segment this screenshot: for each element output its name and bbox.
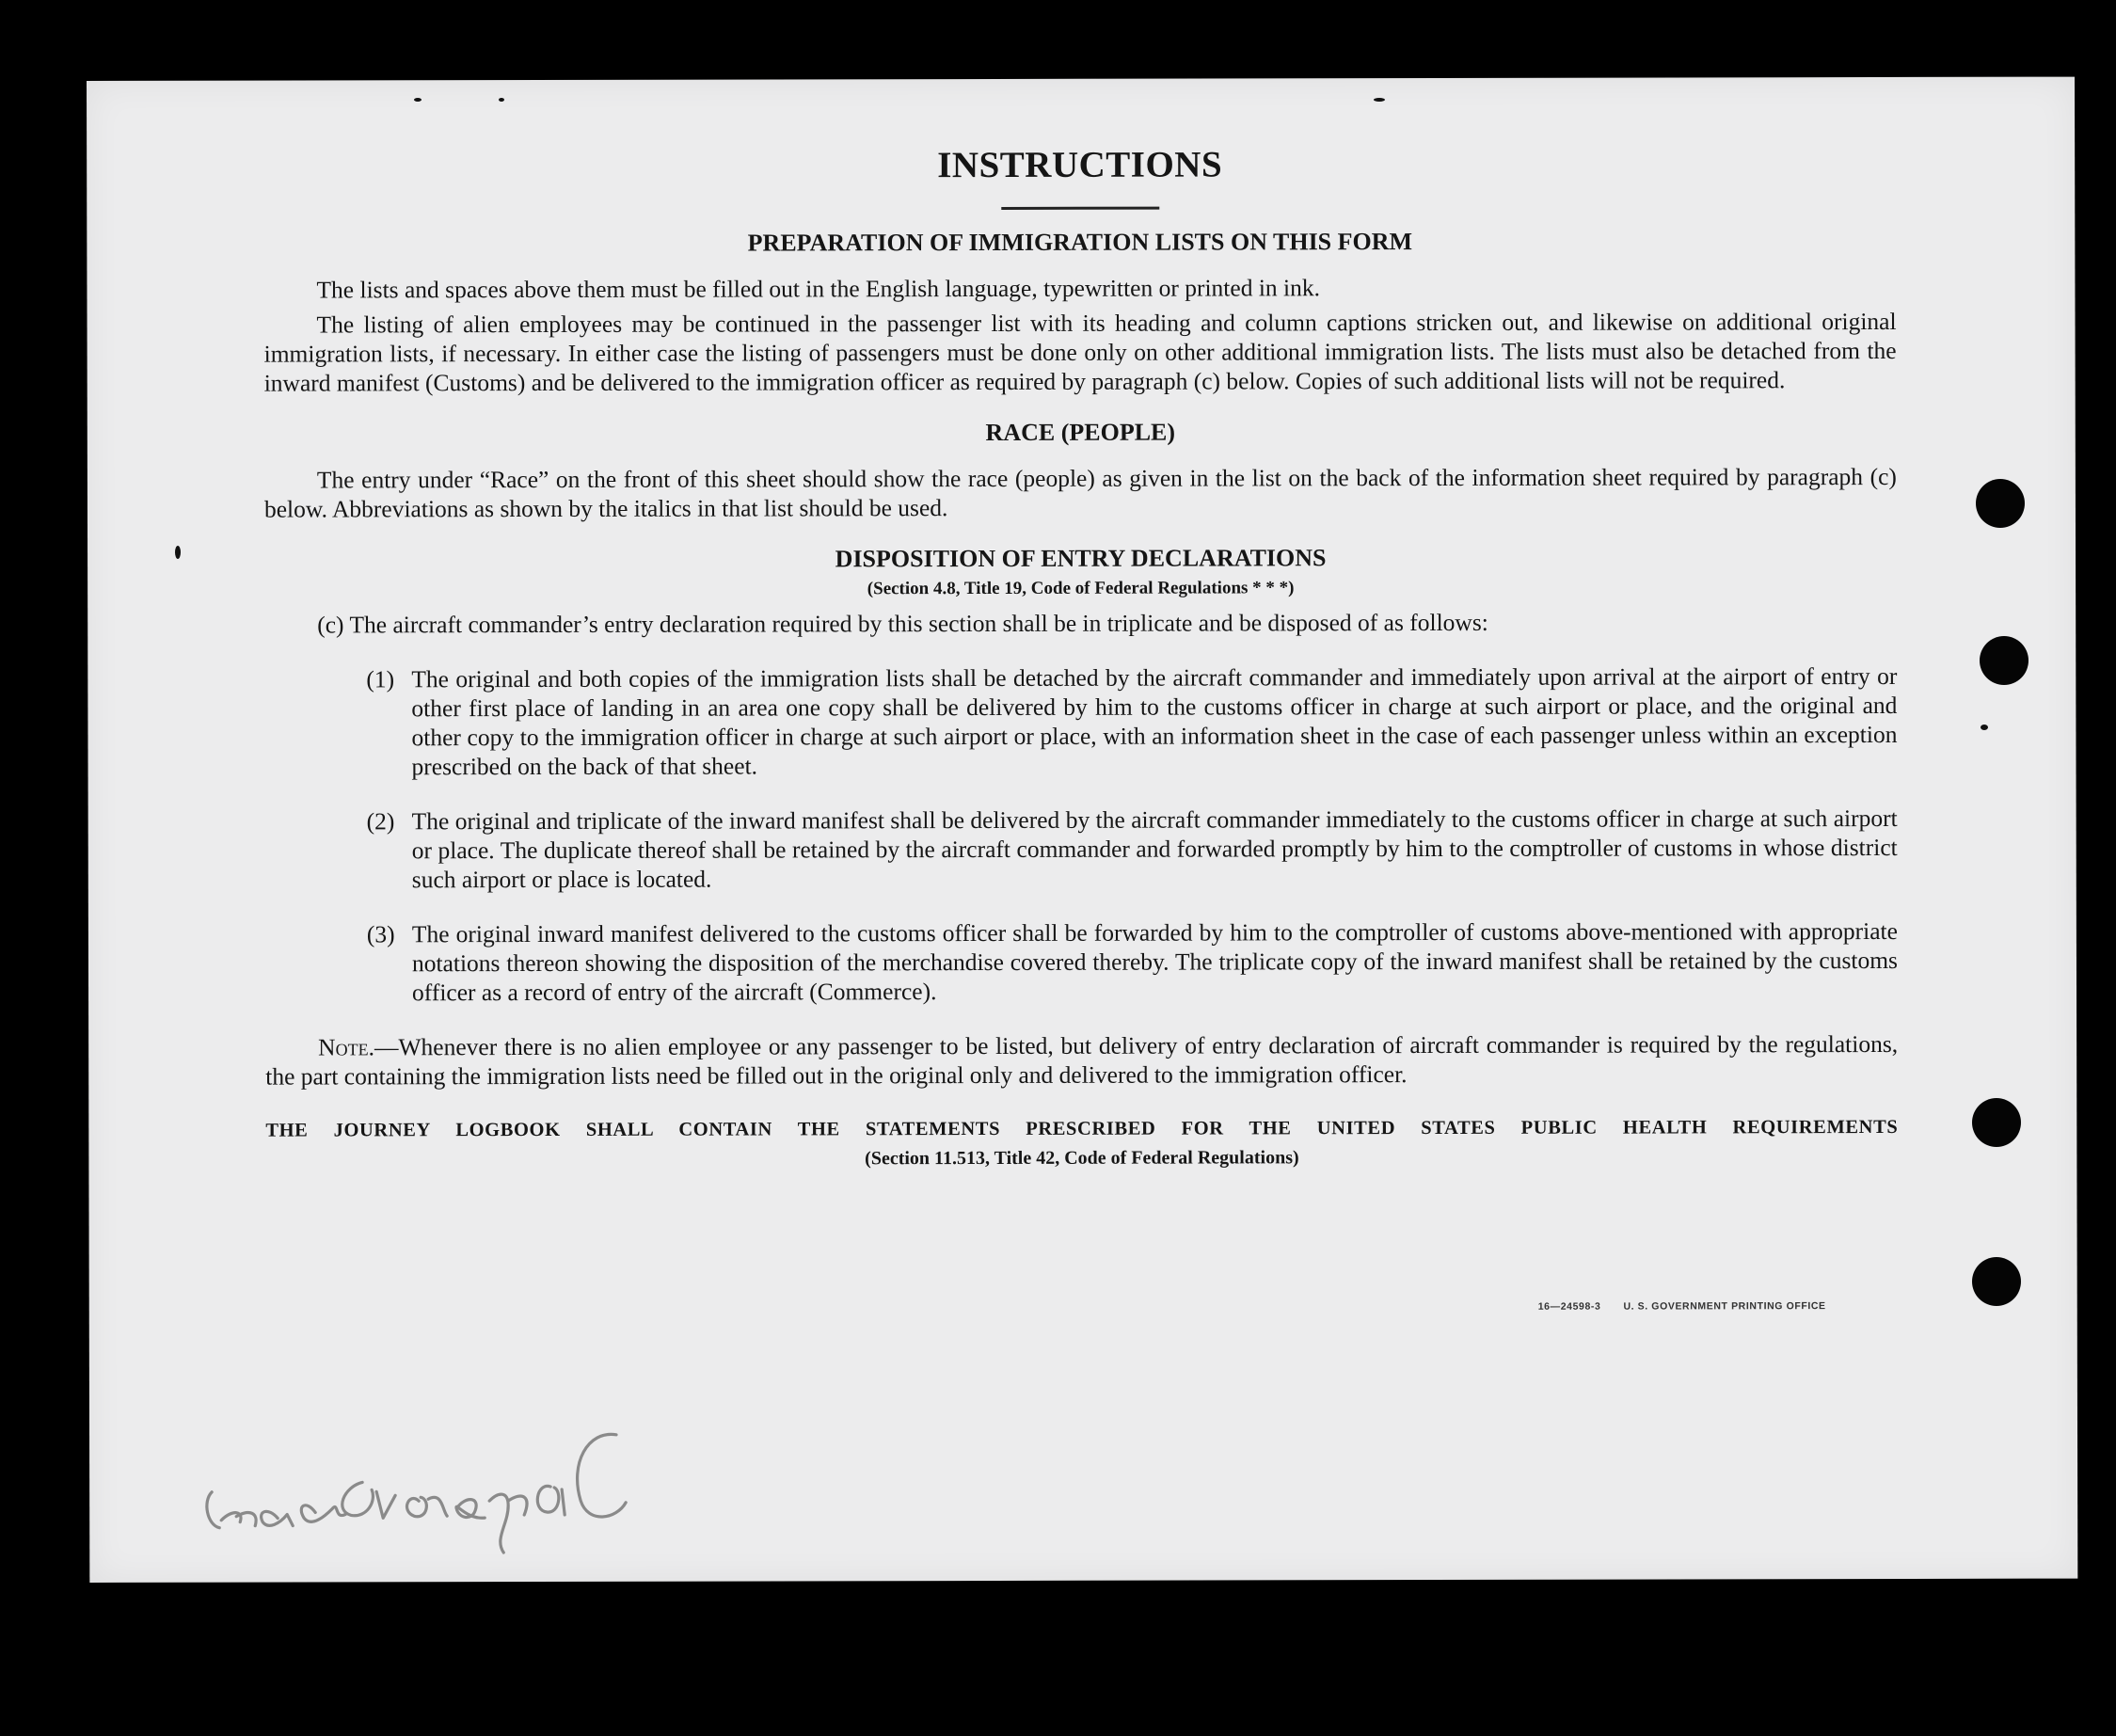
disposition-item-3 — [367, 916, 1898, 1007]
health-citation: (Section 11.513, Title 42, Code of Federal Regulations) — [865, 1147, 1299, 1170]
item-number: (3) — [366, 920, 395, 948]
title-rule — [1001, 207, 1159, 210]
binder-punch-hole — [1980, 636, 2028, 685]
preparation-paragraph-1: The lists and spaces above them must be filled out in the English language, typewritten or printed in ink. — [316, 274, 1321, 304]
disposition-item-1 — [366, 661, 1897, 781]
item-text: The original and triplicate of the inward manifest shall be delivered by the aircraft commander immediately to the customs officer in charge at such airport or place. The duplicate thereof shall be retained by the aircraft commander and forwarded promptly by him to the comptroller of customs in whose district such airport or place is located. — [411, 804, 1898, 894]
race-paragraph: The entry under “Race” on the front of this sheet should show the race (people) as given in the list on the back of the information sheet required by paragraph (c) below. Abbreviations as shown by the italics in that list should be used. — [263, 462, 1897, 523]
binder-punch-hole — [1972, 1257, 2021, 1306]
preparation-heading: PREPARATION OF IMMIGRATION LISTS ON THIS FORM — [747, 228, 1413, 257]
binder-punch-hole — [1972, 1098, 2021, 1147]
item-number: (2) — [366, 807, 395, 836]
instructions-document — [263, 143, 1898, 1173]
preparation-paragraph-2: The listing of alien employees may be continued in the passenger list with its heading and column captions stricken out, and likewise on additional original immigration lists, if necessary. In either case the listing of passengers must be done only on other additional immigration lists. The lists must also be detached from the inward manifest (Customs) and be delivered to the immigration officer as required by paragraph (c) below. Copies of such additional lists will not be required. — [263, 307, 1897, 397]
item-text: The original and both copies of the immigration lists shall be detached by the aircraft commander and immediately upon arrival at the airport of entry or other first place of landing in an area one copy shall be delivered by him to the customs officer in charge at such airport or place, and the original and other copy to the immigration officer in charge at such airport or place, with an information sheet in the case of each passenger unless within an exception prescribed on the back of that sheet. — [411, 661, 1898, 781]
disposition-citation: (Section 4.8, Title 19, Code of Federal Regulations * * *) — [867, 578, 1295, 599]
health-statement: THE JOURNEY LOGBOOK SHALL CONTAIN THE STATEMENTS PRESCRIBED FOR THE UNITED STATES PUBLIC HEALTH REQUIREMENTS — [265, 1116, 1899, 1141]
note-paragraph — [265, 1029, 1898, 1091]
note-text: —Whenever there is no alien employee or any passenger to be listed, but delivery of entry declaration of aircraft commander is required by the regulations, the part containing the immigration lists need be filled out in the original only and delivered to the immigration officer. — [265, 1029, 1899, 1091]
race-heading: RACE (PEOPLE) — [985, 418, 1176, 446]
printer-imprint — [1538, 1300, 1826, 1313]
document-paper — [87, 77, 2077, 1583]
printer-name: U. S. GOVERNMENT PRINTING OFFICE — [1623, 1300, 1826, 1313]
scan-speck — [1374, 98, 1385, 102]
page-title: INSTRUCTIONS — [937, 144, 1223, 186]
disposition-heading: DISPOSITION OF ENTRY DECLARATIONS — [835, 544, 1327, 573]
scan-speck — [414, 98, 422, 102]
scan-speck — [175, 546, 181, 559]
item-number: (1) — [366, 665, 395, 693]
scan-speck — [1981, 725, 1988, 730]
scan-speck — [499, 98, 504, 102]
note-label: Note. — [318, 1033, 374, 1061]
binder-punch-hole — [1976, 479, 2025, 528]
item-text: The original inward manifest delivered to the customs officer shall be forwarded by him to the comptroller of customs above-mentioned with appropriate notations thereon showing the disposition of the merchandise covered thereby. The triplicate copy of the inward manifest shall be retained by the customs officer as a record of entry of the aircraft (Commerce). — [411, 916, 1898, 1007]
disposition-item-2 — [367, 804, 1898, 894]
handwritten-signature — [174, 1397, 720, 1558]
disposition-intro: (c) The aircraft commander’s entry declaration required by this section shall be in triplicate and be disposed of as follows: — [317, 608, 1488, 639]
form-number: 16—24598-3 — [1537, 1300, 1601, 1313]
